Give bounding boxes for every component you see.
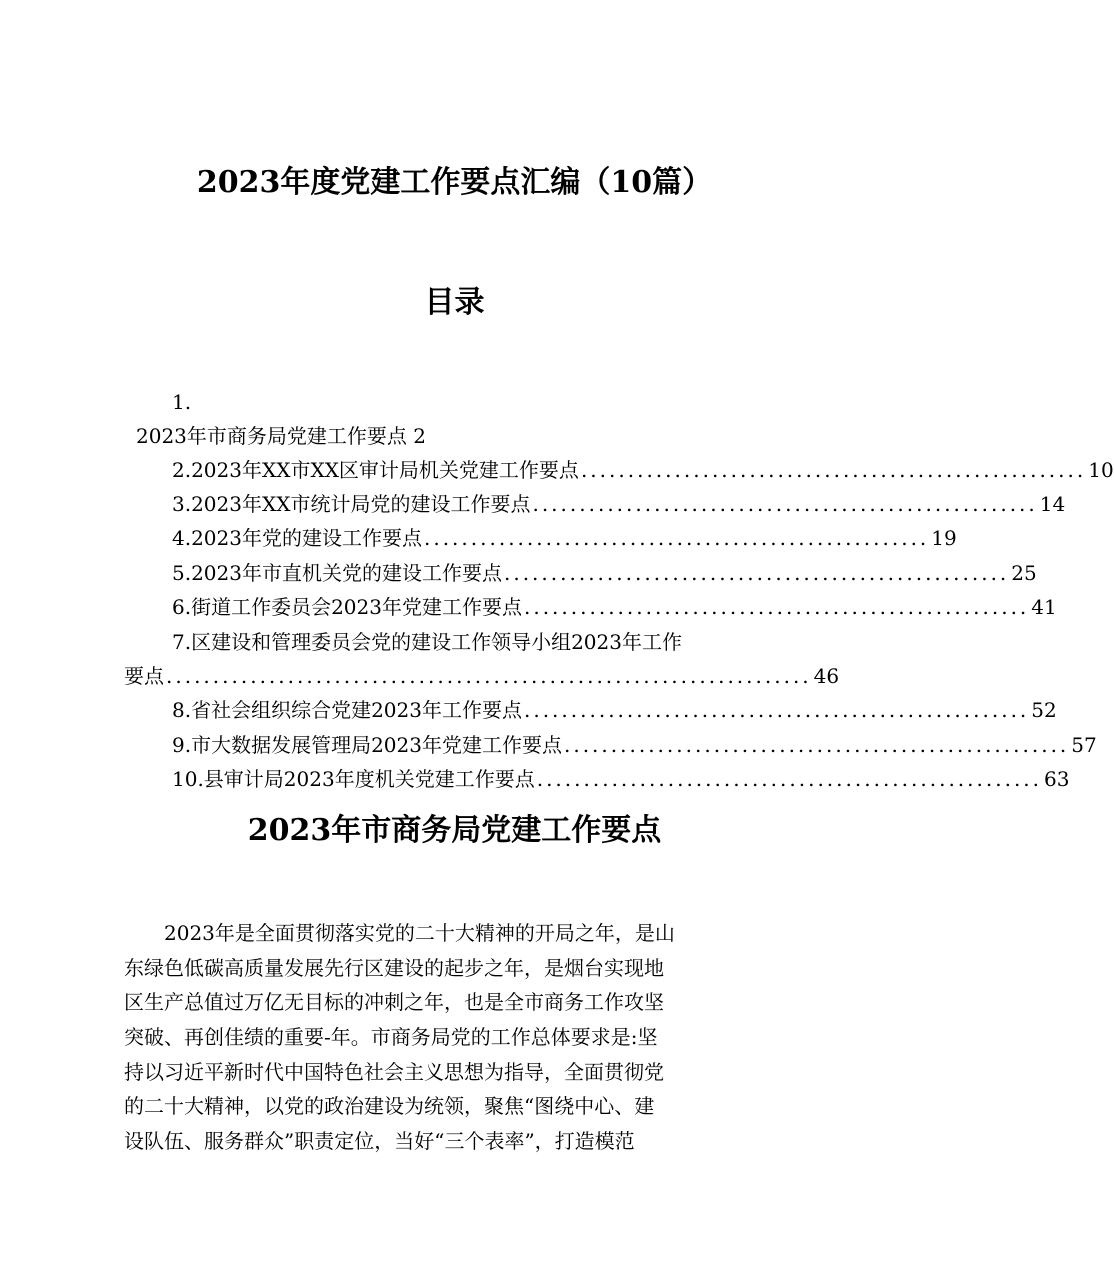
paragraph-line: 2023年是全面贯彻落实党的二十大精神的开局之年，是山: [124, 921, 675, 945]
toc-entry-text: 9.市大数据发展管理局2023年党建工作要点: [172, 733, 562, 757]
toc-page-number: 57: [1071, 733, 1097, 757]
toc-entry-4[interactable]: [172, 525, 957, 551]
paragraph-line: 突破、再创佳绩的重要-年。市商务局党的工作总体要求是:坚: [124, 1025, 658, 1050]
paragraph-line: 的二十大精神，以党的政治建设为统领，聚焦“图绕中心、建: [124, 1094, 655, 1119]
toc-entry-1[interactable]: 2023年市商务局党建工作要点 2: [136, 424, 426, 448]
toc-leader-dots: ......................................................: [503, 561, 1010, 585]
toc-leader-dots: ......................................................: [523, 698, 1030, 722]
toc-entry-6[interactable]: [172, 594, 1057, 620]
toc-page-number: 41: [1031, 595, 1057, 619]
paragraph-line: 东绿色低碳高质量发展先行区建设的起步之年，是烟台实现地: [124, 955, 664, 980]
toc-leader-dots: ......................................................: [423, 526, 930, 550]
toc-heading: 目录: [424, 285, 485, 320]
document-title: 2023年度党建工作要点汇编（10篇）: [196, 165, 713, 200]
paragraph-line: 持以习近平新时代中国特色社会主义思想为指导，全面贯彻党: [124, 1059, 664, 1084]
body-paragraph: [124, 916, 798, 1159]
toc-leader-dots: .....................................................................: [166, 664, 812, 688]
toc-page-number: 25: [1011, 561, 1037, 585]
toc-leader-dots: ......................................................: [532, 492, 1038, 516]
toc-entry-text: 6.街道工作委员会2023年党建工作要点: [172, 595, 522, 619]
toc-entry-text: 4.2023年党的建设工作要点: [172, 526, 422, 550]
toc-leader-dots: ......................................................: [536, 767, 1043, 791]
toc-entry-2[interactable]: [172, 457, 1114, 483]
toc-page-number: 63: [1044, 767, 1070, 791]
toc-entry-10[interactable]: [172, 766, 1070, 792]
paragraph-line: 区生产总值过万亿无目标的冲刺之年，也是全市商务工作攻坚: [124, 990, 664, 1015]
section-title: 2023年市商务局党建工作要点: [247, 813, 662, 848]
toc-page-number: 46: [813, 664, 840, 688]
toc-entry-text: 3.2023年XX市统计局党的建设工作要点: [172, 492, 531, 516]
toc-entry-9[interactable]: [172, 732, 1097, 758]
toc-entry-5[interactable]: [172, 560, 1037, 586]
toc-page-number: 52: [1031, 698, 1057, 722]
toc-leader-dots: ......................................................: [563, 733, 1070, 757]
toc-entry-text: 要点: [124, 664, 164, 688]
toc-entry-3[interactable]: [172, 491, 1066, 517]
toc-entry-1-number: 1.: [172, 390, 192, 414]
toc-entry-text: 5.2023年市直机关党的建设工作要点: [172, 561, 502, 585]
toc-page-number: 10: [1088, 458, 1114, 482]
toc-entry-text: 8.省社会组织综合党建2023年工作要点: [172, 698, 522, 722]
paragraph-line: 设队伍、服务群众”职责定位，当好“三个表率”，打造模范: [124, 1129, 635, 1154]
toc-entry-7-continued[interactable]: [124, 663, 840, 689]
toc-entry-8[interactable]: [172, 697, 1057, 723]
toc-entry-7[interactable]: 7.区建设和管理委员会党的建设工作领导小组2023年工作: [172, 630, 682, 654]
toc-leader-dots: ......................................................: [580, 458, 1087, 482]
toc-entry-text: 2.2023年XX市XX区审计局机关党建工作要点: [172, 458, 579, 482]
toc-entry-text: 10.县审计局2023年度机关党建工作要点: [172, 767, 535, 791]
toc-leader-dots: ......................................................: [523, 595, 1030, 619]
toc-page-number: 14: [1039, 492, 1066, 516]
toc-page-number: 19: [931, 526, 957, 550]
